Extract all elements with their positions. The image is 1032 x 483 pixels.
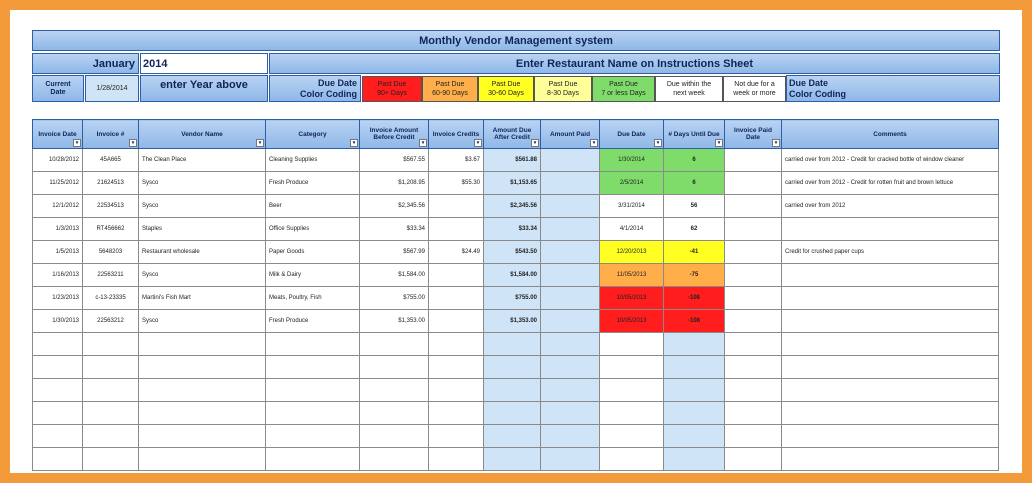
comment-cell[interactable] xyxy=(782,310,999,333)
empty-cell[interactable] xyxy=(360,448,429,471)
empty-cell[interactable] xyxy=(266,356,360,379)
empty-cell[interactable] xyxy=(725,379,782,402)
amount-due-cell[interactable]: $755.00 xyxy=(484,287,541,310)
empty-cell[interactable] xyxy=(541,333,600,356)
comment-cell[interactable]: Credit for crushed paper cups xyxy=(782,241,999,264)
legend-item xyxy=(592,76,655,102)
invoice-amount-cell[interactable]: $1,208.95 xyxy=(360,172,429,195)
empty-cell[interactable] xyxy=(484,425,541,448)
empty-cell[interactable] xyxy=(360,425,429,448)
empty-cell[interactable] xyxy=(600,448,664,471)
legend-line-2: next week xyxy=(673,90,705,97)
empty-cell[interactable] xyxy=(541,402,600,425)
amount-due-cell[interactable]: $543.50 xyxy=(484,241,541,264)
amount-paid-cell[interactable] xyxy=(541,195,600,218)
empty-cell[interactable] xyxy=(725,333,782,356)
empty-cell[interactable] xyxy=(33,379,83,402)
due-date-label-3: Due Date xyxy=(789,77,829,88)
empty-cell[interactable] xyxy=(484,448,541,471)
empty-cell[interactable] xyxy=(83,379,139,402)
invoice-table xyxy=(32,119,999,471)
empty-cell[interactable] xyxy=(139,333,266,356)
table-row xyxy=(33,218,999,241)
table-row xyxy=(33,149,999,172)
empty-cell[interactable] xyxy=(664,448,725,471)
invoice-date-cell[interactable]: 12/1/2012 xyxy=(33,195,83,218)
paid-date-cell[interactable] xyxy=(725,172,782,195)
column-header[interactable] xyxy=(83,120,139,149)
empty-cell[interactable] xyxy=(541,356,600,379)
invoice-date-cell[interactable]: 11/25/2012 xyxy=(33,172,83,195)
due-date-cell[interactable]: 10/05/2013 xyxy=(600,310,664,333)
table-row xyxy=(33,379,999,402)
category-cell[interactable]: Paper Goods xyxy=(266,241,360,264)
empty-cell[interactable] xyxy=(484,333,541,356)
empty-cell[interactable] xyxy=(360,379,429,402)
invoice-amount-cell[interactable]: $33.34 xyxy=(360,218,429,241)
paid-date-cell[interactable] xyxy=(725,287,782,310)
empty-cell[interactable] xyxy=(360,333,429,356)
column-header-label: Invoice Credits xyxy=(432,130,480,138)
empty-cell[interactable] xyxy=(429,425,484,448)
column-header[interactable] xyxy=(600,120,664,149)
empty-cell[interactable] xyxy=(266,425,360,448)
empty-cell[interactable] xyxy=(139,425,266,448)
due-date-label-4: Color Coding xyxy=(789,88,846,99)
invoice-number-cell[interactable]: RT456662 xyxy=(83,218,139,241)
filter-dropdown-icon[interactable]: ▾ xyxy=(715,139,723,147)
invoice-credit-cell[interactable] xyxy=(429,287,484,310)
column-header[interactable] xyxy=(725,120,782,149)
days-until-due-cell[interactable]: 6 xyxy=(664,172,725,195)
filter-dropdown-icon[interactable]: ▾ xyxy=(419,139,427,147)
sheet-title: Monthly Vendor Management system xyxy=(32,30,1000,51)
amount-due-cell[interactable]: $1,153.65 xyxy=(484,172,541,195)
paid-date-cell[interactable] xyxy=(725,149,782,172)
days-until-due-cell[interactable]: 62 xyxy=(664,218,725,241)
invoice-number-cell[interactable]: 5648203 xyxy=(83,241,139,264)
column-header[interactable] xyxy=(360,120,429,149)
vendor-name-cell[interactable]: Martini's Fish Mart xyxy=(139,287,266,310)
amount-paid-cell[interactable] xyxy=(541,310,600,333)
empty-cell[interactable] xyxy=(600,356,664,379)
filter-dropdown-icon[interactable]: ▾ xyxy=(654,139,662,147)
empty-cell[interactable] xyxy=(33,402,83,425)
amount-due-cell[interactable]: $561.88 xyxy=(484,149,541,172)
empty-cell[interactable] xyxy=(600,425,664,448)
empty-cell[interactable] xyxy=(83,402,139,425)
column-header[interactable] xyxy=(429,120,484,149)
amount-paid-cell[interactable] xyxy=(541,241,600,264)
empty-cell[interactable] xyxy=(664,379,725,402)
invoice-number-cell[interactable]: 45A665 xyxy=(83,149,139,172)
legend-line-1: Past Due xyxy=(548,81,578,88)
legend-line-1: Past Due xyxy=(609,81,638,88)
paid-date-cell[interactable] xyxy=(725,218,782,241)
legend-line-2: 60-90 Days xyxy=(432,90,468,97)
invoice-number-cell[interactable]: c-13-23335 xyxy=(83,287,139,310)
empty-cell[interactable] xyxy=(541,425,600,448)
empty-cell[interactable] xyxy=(83,425,139,448)
days-until-due-cell[interactable]: -108 xyxy=(664,310,725,333)
column-header[interactable] xyxy=(139,120,266,149)
column-header[interactable] xyxy=(541,120,600,149)
table-row xyxy=(33,264,999,287)
table-row xyxy=(33,310,999,333)
filter-dropdown-icon[interactable]: ▾ xyxy=(256,139,264,147)
empty-cell[interactable] xyxy=(139,448,266,471)
amount-paid-cell[interactable] xyxy=(541,172,600,195)
column-header[interactable] xyxy=(664,120,725,149)
invoice-date-cell[interactable]: 1/23/2013 xyxy=(33,287,83,310)
invoice-amount-cell[interactable]: $567.55 xyxy=(360,149,429,172)
invoice-amount-cell[interactable]: $2,345.56 xyxy=(360,195,429,218)
vendor-name-cell[interactable]: Staples xyxy=(139,218,266,241)
empty-cell[interactable] xyxy=(600,333,664,356)
invoice-amount-cell[interactable]: $755.00 xyxy=(360,287,429,310)
amount-paid-cell[interactable] xyxy=(541,287,600,310)
days-until-due-cell[interactable]: 6 xyxy=(664,149,725,172)
invoice-credit-cell[interactable] xyxy=(429,195,484,218)
legend-item xyxy=(362,76,422,102)
amount-due-cell[interactable]: $2,345.56 xyxy=(484,195,541,218)
amount-paid-cell[interactable] xyxy=(541,218,600,241)
filter-dropdown-icon[interactable]: ▾ xyxy=(129,139,137,147)
due-date-cell[interactable]: 10/05/2013 xyxy=(600,287,664,310)
days-until-due-cell[interactable]: 56 xyxy=(664,195,725,218)
empty-cell[interactable] xyxy=(484,356,541,379)
filter-dropdown-icon[interactable]: ▾ xyxy=(73,139,81,147)
empty-cell[interactable] xyxy=(541,448,600,471)
empty-cell[interactable] xyxy=(429,379,484,402)
category-cell[interactable]: Milk & Dairy xyxy=(266,264,360,287)
legend-line-2: 30-60 Days xyxy=(488,90,524,97)
due-date-cell[interactable]: 1/30/2014 xyxy=(600,149,664,172)
column-header[interactable] xyxy=(782,120,999,149)
legend-line-1: Not due for a xyxy=(734,81,775,88)
invoice-number-cell[interactable]: 22563211 xyxy=(83,264,139,287)
amount-due-cell[interactable]: $1,353.00 xyxy=(484,310,541,333)
legend-line-1: Past Due xyxy=(377,81,407,88)
column-header[interactable] xyxy=(266,120,360,149)
invoice-date-cell[interactable]: 1/16/2013 xyxy=(33,264,83,287)
table-row xyxy=(33,287,999,310)
category-cell[interactable]: Office Supplies xyxy=(266,218,360,241)
column-header-label: Invoice # xyxy=(96,130,125,138)
category-cell[interactable]: Meats, Poultry, Fish xyxy=(266,287,360,310)
legend-line-2: 7 or less Days xyxy=(601,90,646,97)
column-header-label: Vendor Name xyxy=(181,130,223,138)
column-header-label: Due Date xyxy=(617,130,646,138)
column-header-label: Invoice Date xyxy=(38,130,77,138)
empty-cell[interactable] xyxy=(782,425,999,448)
comment-cell[interactable] xyxy=(782,287,999,310)
due-date-cell[interactable]: 12/20/2013 xyxy=(600,241,664,264)
empty-cell[interactable] xyxy=(266,333,360,356)
filter-dropdown-icon[interactable]: ▾ xyxy=(590,139,598,147)
filter-dropdown-icon[interactable]: ▾ xyxy=(474,139,482,147)
invoice-number-cell[interactable]: 22563212 xyxy=(83,310,139,333)
empty-cell[interactable] xyxy=(83,356,139,379)
empty-cell[interactable] xyxy=(782,333,999,356)
empty-cell[interactable] xyxy=(83,448,139,471)
legend-item xyxy=(723,76,786,102)
vendor-name-cell[interactable]: Sysco xyxy=(139,310,266,333)
table-row xyxy=(33,333,999,356)
column-header-label: Amount Paid xyxy=(549,130,591,138)
empty-cell[interactable] xyxy=(782,379,999,402)
paid-date-cell[interactable] xyxy=(725,264,782,287)
empty-cell[interactable] xyxy=(600,379,664,402)
current-date-value[interactable]: 1/28/2014 xyxy=(85,75,139,102)
due-date-color-coding-label-right xyxy=(786,75,1000,102)
legend-line-2: 90+ Days xyxy=(377,90,407,97)
empty-cell[interactable] xyxy=(664,402,725,425)
category-cell[interactable]: Beer xyxy=(266,195,360,218)
due-date-cell[interactable]: 3/31/2014 xyxy=(600,195,664,218)
invoice-amount-cell[interactable]: $567.99 xyxy=(360,241,429,264)
spreadsheet xyxy=(22,20,1010,470)
amount-paid-cell[interactable] xyxy=(541,264,600,287)
column-header-label: # Days Until Due xyxy=(668,130,720,138)
empty-cell[interactable] xyxy=(429,448,484,471)
empty-cell[interactable] xyxy=(33,448,83,471)
legend-item xyxy=(655,76,723,102)
current-date-label xyxy=(32,75,84,102)
comment-cell[interactable] xyxy=(782,218,999,241)
empty-cell[interactable] xyxy=(139,402,266,425)
empty-cell[interactable] xyxy=(33,425,83,448)
due-date-cell[interactable]: 11/05/2013 xyxy=(600,264,664,287)
category-cell[interactable]: Fresh Produce xyxy=(266,310,360,333)
empty-cell[interactable] xyxy=(139,356,266,379)
empty-cell[interactable] xyxy=(782,448,999,471)
column-header[interactable] xyxy=(484,120,541,149)
invoice-credit-cell[interactable]: $55.30 xyxy=(429,172,484,195)
legend-line-1: Past Due xyxy=(435,81,465,88)
invoice-credit-cell[interactable] xyxy=(429,264,484,287)
due-date-label-1: Due Date xyxy=(317,77,357,88)
table-row xyxy=(33,402,999,425)
table-header-row xyxy=(33,120,999,149)
empty-cell[interactable] xyxy=(360,402,429,425)
empty-cell[interactable] xyxy=(541,379,600,402)
table-row xyxy=(33,425,999,448)
empty-cell[interactable] xyxy=(725,356,782,379)
column-header-label: Invoice Paid Date xyxy=(734,127,772,141)
days-until-due-cell[interactable]: -75 xyxy=(664,264,725,287)
amount-due-cell[interactable]: $1,584.00 xyxy=(484,264,541,287)
amount-paid-cell[interactable] xyxy=(541,149,600,172)
paid-date-cell[interactable] xyxy=(725,241,782,264)
invoice-number-cell[interactable]: 21624513 xyxy=(83,172,139,195)
empty-cell[interactable] xyxy=(266,379,360,402)
paid-date-cell[interactable] xyxy=(725,310,782,333)
invoice-credit-cell[interactable] xyxy=(429,218,484,241)
category-cell[interactable]: Fresh Produce xyxy=(266,172,360,195)
restaurant-prompt: Enter Restaurant Name on Instructions Sheet xyxy=(269,53,1000,74)
due-date-color-coding-label xyxy=(269,75,361,102)
empty-cell[interactable] xyxy=(664,356,725,379)
amount-due-cell[interactable]: $33.34 xyxy=(484,218,541,241)
table-row xyxy=(33,356,999,379)
empty-cell[interactable] xyxy=(782,402,999,425)
empty-cell[interactable] xyxy=(429,356,484,379)
column-header[interactable] xyxy=(33,120,83,149)
days-until-due-cell[interactable]: -41 xyxy=(664,241,725,264)
invoice-date-cell[interactable]: 10/28/2012 xyxy=(33,149,83,172)
empty-cell[interactable] xyxy=(484,379,541,402)
filter-dropdown-icon[interactable]: ▾ xyxy=(350,139,358,147)
invoice-number-cell[interactable]: 22534513 xyxy=(83,195,139,218)
empty-cell[interactable] xyxy=(725,425,782,448)
empty-cell[interactable] xyxy=(664,425,725,448)
current-date-label-1: Current xyxy=(45,80,71,88)
legend-item xyxy=(422,76,478,102)
legend-item xyxy=(478,76,534,102)
empty-cell[interactable] xyxy=(725,448,782,471)
current-date-label-2: Date xyxy=(50,88,66,96)
table-row xyxy=(33,172,999,195)
empty-cell[interactable] xyxy=(429,333,484,356)
table-row xyxy=(33,448,999,471)
empty-cell[interactable] xyxy=(484,402,541,425)
legend-line-1: Due within the xyxy=(666,81,712,88)
empty-cell[interactable] xyxy=(266,448,360,471)
invoice-date-cell[interactable]: 1/30/2013 xyxy=(33,310,83,333)
filter-dropdown-icon[interactable]: ▾ xyxy=(531,139,539,147)
invoice-credit-cell[interactable]: $3.67 xyxy=(429,149,484,172)
invoice-amount-cell[interactable]: $1,353.00 xyxy=(360,310,429,333)
column-header-label: Category xyxy=(298,130,327,138)
invoice-credit-cell[interactable]: $24.49 xyxy=(429,241,484,264)
empty-cell[interactable] xyxy=(33,333,83,356)
category-cell[interactable]: Cleaning Supplies xyxy=(266,149,360,172)
table-row xyxy=(33,241,999,264)
legend-line-2: 8-30 Days xyxy=(547,90,579,97)
paid-date-cell[interactable] xyxy=(725,195,782,218)
vendor-name-cell[interactable]: The Clean Place xyxy=(139,149,266,172)
due-date-cell[interactable]: 2/5/2014 xyxy=(600,172,664,195)
empty-cell[interactable] xyxy=(725,402,782,425)
year-input[interactable]: 2014 xyxy=(140,53,268,74)
column-header-label: Comments xyxy=(873,130,907,138)
year-prompt: enter Year above xyxy=(140,75,268,102)
comment-cell[interactable]: carried over from 2012 - Credit for rotten fruit and brown lettuce xyxy=(782,172,999,195)
days-until-due-cell[interactable]: -108 xyxy=(664,287,725,310)
vendor-name-cell[interactable]: Sysco xyxy=(139,264,266,287)
invoice-amount-cell[interactable]: $1,584.00 xyxy=(360,264,429,287)
empty-cell[interactable] xyxy=(83,333,139,356)
invoice-date-cell[interactable]: 1/3/2013 xyxy=(33,218,83,241)
empty-cell[interactable] xyxy=(360,356,429,379)
due-date-label-2: Color Coding xyxy=(300,88,357,99)
empty-cell[interactable] xyxy=(266,402,360,425)
legend-line-1: Past Due xyxy=(491,81,521,88)
empty-cell[interactable] xyxy=(782,356,999,379)
empty-cell[interactable] xyxy=(600,402,664,425)
legend-line-2: week or more xyxy=(733,90,776,97)
invoice-credit-cell[interactable] xyxy=(429,310,484,333)
comment-cell[interactable]: carried over from 2012 - Credit for cracked bottle of window cleaner xyxy=(782,149,999,172)
vendor-name-cell[interactable]: Sysco xyxy=(139,195,266,218)
vendor-name-cell[interactable]: Restaurant wholesale xyxy=(139,241,266,264)
due-date-cell[interactable]: 4/1/2014 xyxy=(600,218,664,241)
empty-cell[interactable] xyxy=(33,356,83,379)
legend-item xyxy=(534,76,592,102)
empty-cell[interactable] xyxy=(429,402,484,425)
column-header-label: Invoice Amount Before Credit xyxy=(369,127,419,141)
column-header-label: Amount Due After Credit xyxy=(492,127,532,141)
comment-cell[interactable]: carried over from 2012 xyxy=(782,195,999,218)
filter-dropdown-icon[interactable]: ▾ xyxy=(772,139,780,147)
table-row xyxy=(33,195,999,218)
invoice-date-cell[interactable]: 1/5/2013 xyxy=(33,241,83,264)
empty-cell[interactable] xyxy=(139,379,266,402)
vendor-name-cell[interactable]: Sysco xyxy=(139,172,266,195)
month-label: January xyxy=(32,53,139,74)
empty-cell[interactable] xyxy=(664,333,725,356)
comment-cell[interactable] xyxy=(782,264,999,287)
